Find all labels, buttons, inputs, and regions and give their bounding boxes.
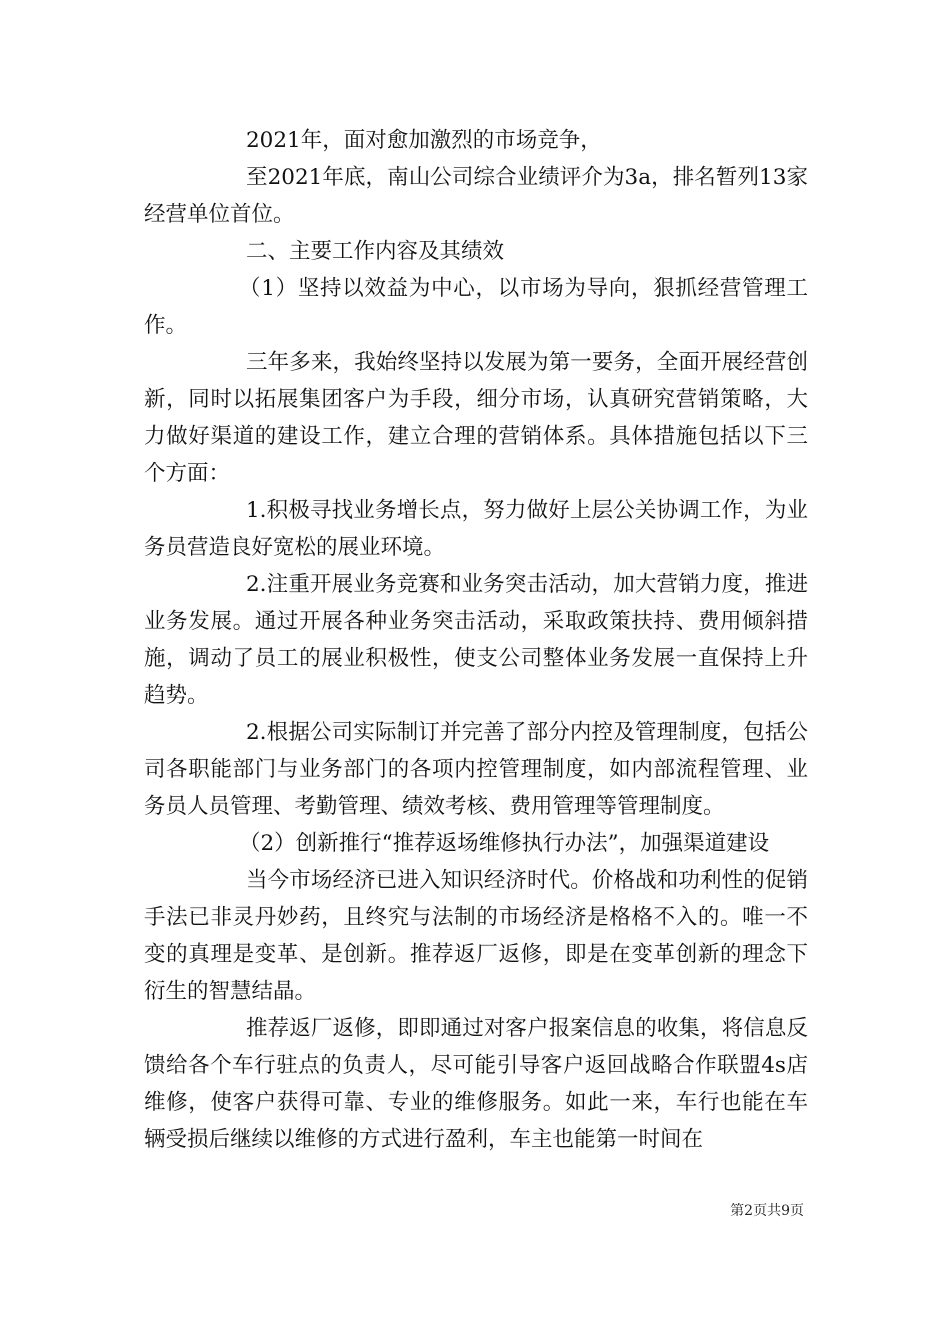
paragraph-three-years: 三年多来，我始终坚持以发展为第一要务，全面开展经营创新，同时以拓展集团客户为手段，细分市场，认真研究营销策略，大力做好渠道的建设工作，建立合理的营销体系。具体措施包括以下三个方面： [144,350,808,486]
subheading-repair-referral: （2）创新推行“推荐返场维修执行办法”，加强渠道建设 [239,831,770,856]
paragraph-repair-referral-detail: 推荐返厂返修，即即通过对客户报案信息的收集，将信息反馈给各个车行驻点的负责人，尽可能引导客户返回战略合作联盟4s店维修，使客户获得可靠、专业的维修服务。如此一来，车行也能在车辆受损后继续以维修的方式进行盈利，车主也能第一时间在 [144,1016,808,1152]
page-number: 第2页共9页 [730,1203,804,1219]
paragraph-year-end-ranking: 至2021年底，南山公司综合业绩评介为3a，排名暂列13家经营单位首位。 [144,165,808,227]
list-item-management-rules: 2.根据公司实际制订并完善了部分内控及管理制度，包括公司各职能部门与业务部门的各项内控管理制度，如内部流程管理、业务员人员管理、考勤管理、绩效考核、费用管理等管理制度。 [144,720,808,819]
section-heading-main-work: 二、主要工作内容及其绩效 [246,239,505,264]
paragraph-intro: 2021年，面对愈加激烈的市场竞争， [246,128,602,153]
subheading-efficiency: （1）坚持以效益为中心，以市场为导向，狠抓经营管理工作。 [144,276,808,338]
paragraph-knowledge-economy: 当今市场经济已进入知识经济时代。价格战和功利性的促销手法已非灵丹妙药，且终究与法制的市场经济是格格不入的。唯一不变的真理是变革、是创新。推荐返厂返修，即是在变革创新的理念下衍生的智慧结晶。 [144,868,808,1004]
list-item-competitions: 2.注重开展业务竞赛和业务突击活动，加大营销力度，推进业务发展。通过开展各种业务突击活动，采取政策扶持、费用倾斜措施，调动了员工的展业积极性，使支公司整体业务发展一直保持上升趋势。 [144,572,808,708]
list-item-growth-points: 1.积极寻找业务增长点，努力做好上层公关协调工作，为业务员营造良好宽松的展业环境。 [144,498,808,560]
document-body [144,122,808,1158]
